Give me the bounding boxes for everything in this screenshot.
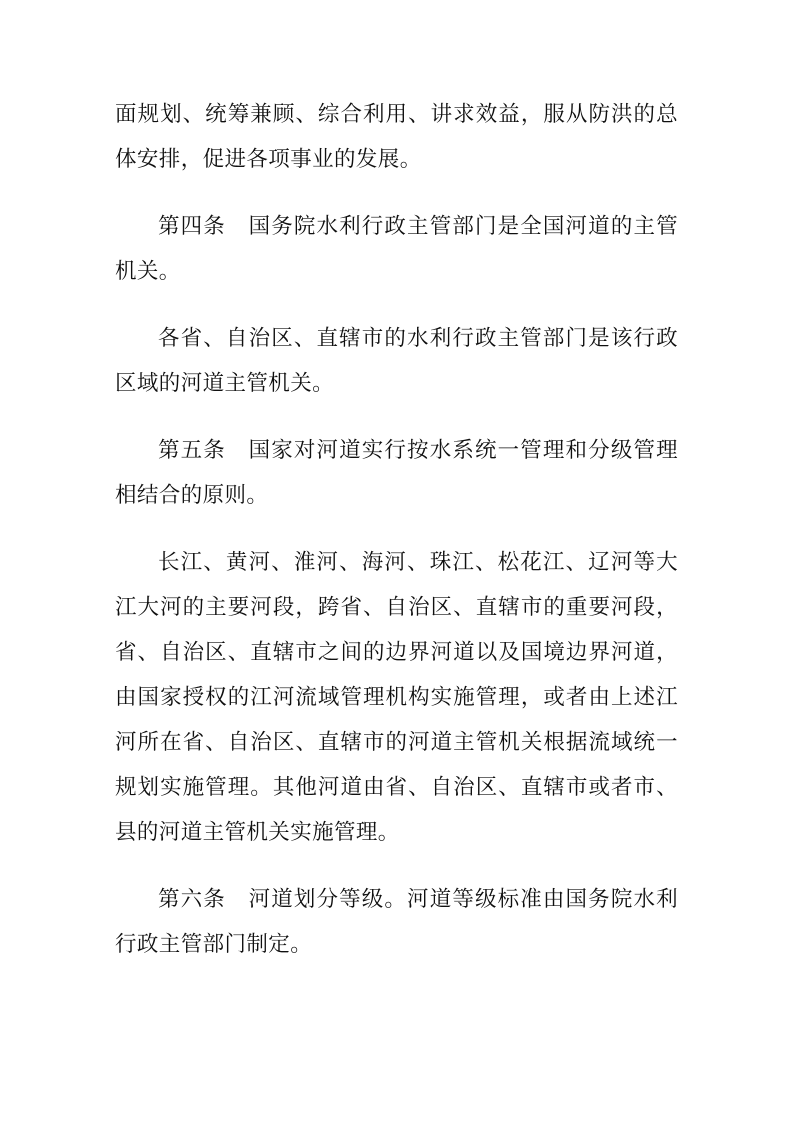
- paragraph-article-5: 第五条 国家对河道实行按水系统一管理和分级管理相结合的原则。: [115, 438, 678, 507]
- paragraph-article-5-second: 长江、黄河、淮河、海河、珠江、松花江、辽河等大江大河的主要河段，跨省、自治区、直辖市的重要河段，省、自治区、直辖市之间的边界河道以及国境边界河道，由国家授权的江河流域管理机构实施管理，或者由上述江河所在省、自治区、直辖市的河道主管机关根据流域统一规划实施管理。其他河道由省、自治区、直辖市或者市、县的河道主管机关实施管理。: [115, 550, 678, 844]
- paragraph-article-6: 第六条 河道划分等级。河道等级标准由国务院水利行政主管部门制定。: [115, 887, 678, 956]
- paragraph-article-4-second: 各省、自治区、直辖市的水利行政主管部门是该行政区域的河道主管机关。: [115, 326, 678, 395]
- paragraph-article-4: 第四条 国务院水利行政主管部门是全国河道的主管机关。: [115, 214, 678, 283]
- document-body: [115, 92, 678, 967]
- paragraph-continuation: 面规划、统筹兼顾、综合利用、讲求效益，服从防洪的总体安排，促进各项事业的发展。: [115, 102, 678, 171]
